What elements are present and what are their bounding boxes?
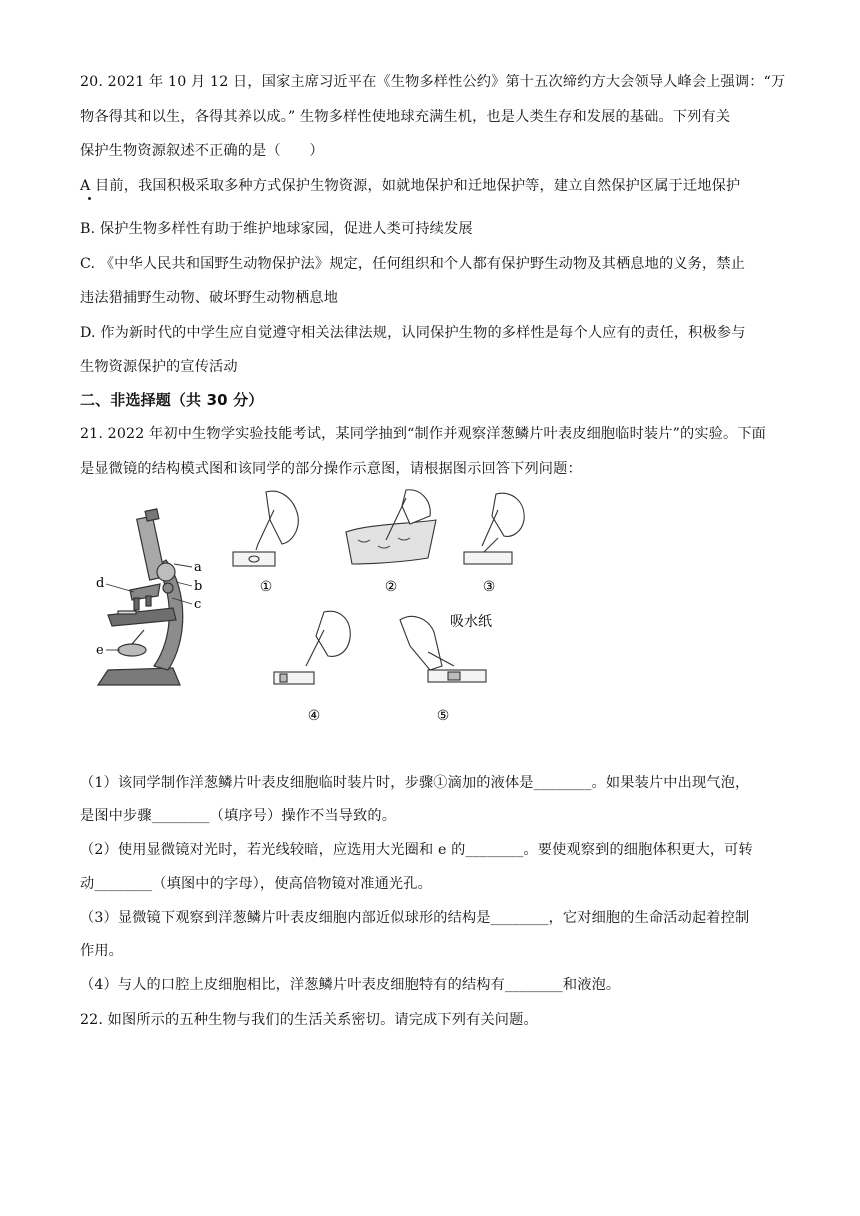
- microscope-diagram: [98, 509, 183, 685]
- step4-label: ④: [307, 708, 321, 724]
- label-e: e: [96, 643, 104, 658]
- label-d: d: [96, 576, 105, 591]
- q21-part3-line2: 作用。: [80, 943, 124, 959]
- step4-illustration: [274, 611, 350, 684]
- q21-part4: （4）与人的口腔上皮细胞相比，洋葱鳞片叶表皮细胞特有的结构有________和液泡。: [80, 977, 621, 993]
- step2-label: ②: [384, 579, 398, 595]
- q20-stem-line3: 保护生物资源叙述不正确的是（ ）: [80, 143, 324, 159]
- q21-part1-line2: 是图中步骤________（填序号）操作不当导致的。: [80, 808, 397, 824]
- step5-label: ⑤: [436, 708, 450, 724]
- label-c: c: [194, 597, 202, 612]
- absorbent-paper-label: 吸水纸: [450, 614, 492, 630]
- label-b: b: [194, 579, 203, 594]
- q21-stem-line1: 21. 2022 年初中生物学实验技能考试，某同学抽到“制作并观察洋葱鳞片叶表皮细胞临时装片”的实验。下面: [80, 426, 767, 442]
- step3-illustration: [464, 493, 524, 564]
- q20-option-d-line1: D. 作为新时代的中学生应自觉遵守相关法律法规，认同保护生物的多样性是每个人应有的责任，积极参与: [80, 325, 746, 341]
- q20-option-c-line1: C. 《中华人民共和国野生动物保护法》规定，任何组织和个人都有保护野生动物及其栖息地的义务，禁止: [80, 256, 746, 272]
- step3-label: ③: [482, 579, 496, 595]
- q22-stem: 22. 如图所示的五种生物与我们的生活关系密切。请完成下列有关问题。: [80, 1012, 538, 1028]
- q21-part2-line2: 动________（填图中的字母），使高倍物镜对准通光孔。: [80, 876, 432, 892]
- q20-option-d-line2: 生物资源保护的宣传活动: [80, 359, 238, 375]
- step1-label: ①: [259, 579, 273, 595]
- q20-option-c-line2: 违法猎捕野生动物、破坏野生动物栖息地: [80, 290, 339, 306]
- step2-illustration: [346, 490, 436, 564]
- q21-stem-line2: 是显微镜的结构模式图和该同学的部分操作示意图，请根据图示回答下列问题：: [80, 461, 582, 477]
- section-heading: 二、非选择题（共 30 分）: [80, 391, 264, 409]
- label-a: a: [194, 560, 202, 575]
- q21-part3-line1: （3）显微镜下观察到洋葱鳞片叶表皮细胞内部近似球形的结构是________，它对细胞的生命活动起着控制: [80, 910, 750, 926]
- q20-option-b: B. 保护生物多样性有助于维护地球家园，促进人类可持续发展: [80, 221, 473, 237]
- emphasis-dot: [88, 197, 91, 200]
- experiment-figure: [88, 480, 528, 730]
- q20-stem-line2: 物各得其和以生，各得其养以成。” 生物多样性使地球充满生机，也是人类生存和发展的基础。下列有关: [80, 109, 731, 125]
- q20-stem-line1: 20. 2021 年 10 月 12 日，国家主席习近平在《生物多样性公约》第十五次缔约方大会领导人峰会上强调：“万: [80, 74, 786, 90]
- q21-part1-line1: （1）该同学制作洋葱鳞片叶表皮细胞临时装片时，步骤①滴加的液体是________。如果装片中出现气泡，: [80, 775, 750, 791]
- step1-illustration: [233, 491, 298, 566]
- q21-part2-line1: （2）使用显微镜对光时，若光线较暗，应选用大光圈和 e 的________。要使观察到的细胞体积更大，可转: [80, 842, 753, 858]
- q20-option-a: A 目前，我国积极采取多种方式保护生物资源，如就地保护和迁地保护等，建立自然保护区属于迁地保护: [80, 178, 741, 194]
